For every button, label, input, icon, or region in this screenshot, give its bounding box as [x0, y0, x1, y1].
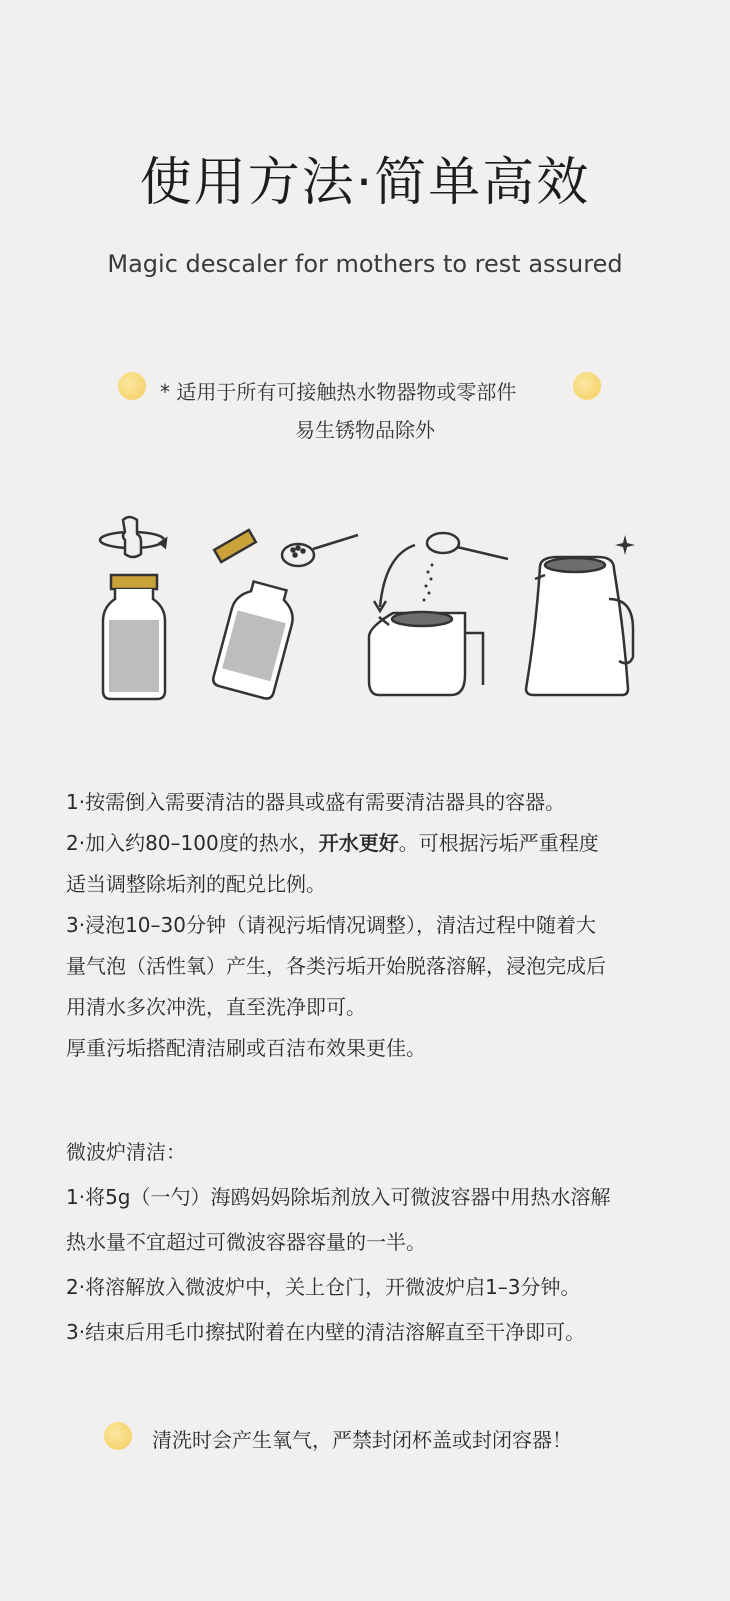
microwave-step-1-continued: 热水量不宜超过可微波容器容量的一半。	[66, 1230, 426, 1254]
yellow-dot-icon	[104, 1422, 132, 1450]
note-line-2: 易生锈物品除外	[295, 418, 435, 442]
cap-icon	[214, 530, 256, 562]
step-2-text: 2·加入约80–100度的热水，	[66, 831, 319, 855]
spoon-icon	[427, 533, 508, 559]
page-title: 使用方法·简单高效	[139, 153, 591, 213]
microwave-step-3: 3·结束后用毛巾擦拭附着在内壁的清洁溶解直至干净即可。	[66, 1320, 586, 1344]
tip-text: 厚重污垢搭配清洁刷或百洁布效果更佳。	[66, 1036, 426, 1060]
open-cap-icon	[100, 517, 166, 557]
step-2-emphasis: 开水更好	[318, 831, 399, 855]
microwave-step-2: 2·将溶解放入微波炉中，关上仓门，开微波炉启1–3分钟。	[66, 1275, 581, 1299]
yellow-dot-icon	[573, 372, 601, 400]
usage-steps	[66, 782, 686, 1069]
sparkle-icon	[615, 535, 635, 555]
powder-icon	[423, 564, 434, 602]
kettle-icon	[526, 557, 633, 695]
step-3: 3·浸泡10–30分钟（请视污垢情况调整），清洁过程中随着大	[66, 913, 596, 937]
microwave-step-1: 1·将5g（一勺）海鸥妈妈除垢剂放入可微波容器中用热水溶解	[66, 1185, 611, 1209]
step-3-continued: 用清水多次冲洗，直至洗净即可。	[66, 995, 366, 1019]
page-subtitle: Magic descaler for mothers to rest assured	[107, 250, 623, 278]
note-line-1: * 适用于所有可接触热水物器物或零部件	[160, 380, 517, 404]
step-2-continued: 适当调整除垢剂的配兑比例。	[66, 872, 326, 896]
usage-illustration	[85, 515, 665, 715]
step-2-text-end: 。可根据污垢严重程度	[398, 831, 599, 855]
warning-text: 清洗时会产生氧气，严禁封闭杯盖或封闭容器！	[152, 1428, 572, 1452]
bottle-icon	[103, 575, 165, 699]
tilted-bottle-icon	[212, 578, 300, 700]
step-3-continued: 量气泡（活性氧）产生，各类污垢开始脱落溶解，浸泡完成后	[66, 954, 606, 978]
curved-arrow-icon	[374, 545, 415, 611]
mug-icon	[369, 612, 483, 695]
microwave-heading: 微波炉清洁：	[66, 1140, 186, 1164]
step-1: 1·按需倒入需要清洁的器具或盛有需要清洁器具的容器。	[66, 790, 566, 814]
spoon-icon	[282, 535, 358, 566]
microwave-section	[66, 1130, 686, 1355]
step-2	[66, 823, 686, 864]
yellow-dot-icon	[118, 372, 146, 400]
